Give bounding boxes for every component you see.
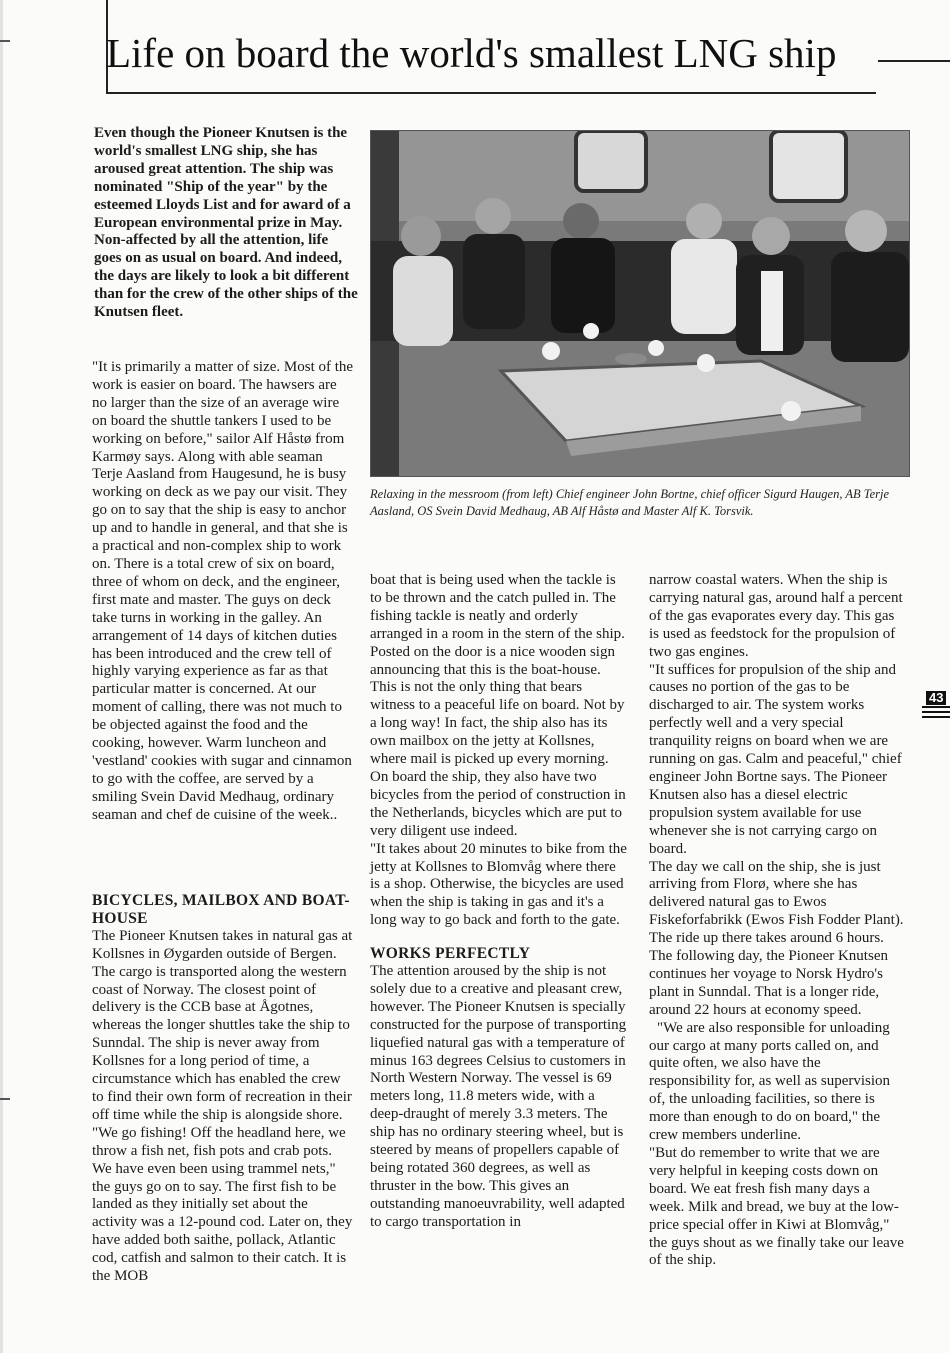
column-1-intro: "It is primarily a matter of size. Most of the work is easier on board. The hawsers are no larger than the size of an average wire on board the shuttle tankers I used to be working on before," sailor Alf Håstø from Karmøy says. Along with able seaman Terje Aasland from Haugesund, he is busy working on deck as we pay our visit. They go on to say that the ship is easy to anchor up and to handle in general, and that she is a practical and non-complex ship to work on. There is a total crew of six on board, three of whom on deck, and the engineer, first mate and master. The guys on deck take turns in working in the galley. An arrangement of 14 days of kitchen duties has been introduced and the crew tell of highly varying experience as far as that particular matter is concerned. At our moment of calling, there was not much to be objected against the food and the cooking, however. Warm luncheon and 'vestland' cookies with sugar and cinnamon to go with the coffee, are served by a smiling Svein David Medhaug, ordinary seaman and chef de cuisine of the week.. <box>92 359 354 823</box>
messroom-photo <box>370 130 910 477</box>
page-number: 43 <box>926 691 946 705</box>
column-1-bottom <box>92 892 354 1286</box>
lede-text: Even though the Pioneer Knutsen is the world's smallest LNG ship, she has aroused great attention. The ship was nominated "Ship of the year" by the esteemed Lloyds List and for award of a European environmental prize in May. Non-affected by all the attention, life goes on as usual on board. And indeed, the days are likely to look a bit different than for the crew of the other ships of the Knutsen fleet. <box>94 125 358 321</box>
column-1-body-1: The Pioneer Knutsen takes in natural gas at Kollsnes in Øygarden outside of Bergen. The cargo is transported along the western coast of Norway. The closest point of delivery is the CCB base at Ågotnes, whereas the longer shuttles take the ship to Sunndal. The ship is never away from Kollsnes for a long period of time, a circumstance which has enabled the crew to find their own form of recreation in their off time while the ship is alongside shore. <box>92 927 353 1123</box>
section-heading-works-perfectly: WORKS PERFECTLY <box>370 945 531 963</box>
photo-caption: Relaxing in the messroom (from left) Chief engineer John Bortne, chief officer Sigurd Haugen, AB Terje Aasland, OS Svein David Medhaug, AB Alf Håstø and Master Alf K. Torsvik. <box>370 487 890 518</box>
margin-tick <box>0 40 10 42</box>
page-badge-line <box>922 716 950 718</box>
column-3-body-2: "It suffices for propulsion of the ship and causes no portion of the gas to be discharged to air. The system works perfectly well and a very special tranquility reigns on board when we are running on gas. Calm and peaceful," chief engineer John Bortne says. The Pioneer Knutsen also has a diesel electric propulsion system available for use whenever she is not carrying cargo on board. <box>649 661 902 857</box>
column-2-body-4: The attention aroused by the ship is not solely due to a creative and pleasant crew, however. The Pioneer Knutsen is specially constructed for the purpose of transporting liquefied natural gas with a temperature of minus 163 degrees Celsius to customers in North Western Norway. The vessel is 69 meters long, 11.8 meters wide, with a deep-draught of merely 3.3 meters. The ship has no ordinary steering wheel, but is steered by means of propellers capable of being rotated 360 degrees, as well as thruster in the bow. This gives an outstanding manoeuvrability, well adapted to cargo transportation in <box>370 963 627 1230</box>
lede-paragraph <box>94 125 359 322</box>
page-badge-line <box>922 711 950 713</box>
column-3-body-1: narrow coastal waters. When the ship is carrying natural gas, around half a percent of the gas evaporates every day. This gas is used as feedstock for the propulsion of two gas engines. <box>649 572 903 660</box>
column-2 <box>370 572 628 1232</box>
page-gutter-shadow <box>0 0 3 1353</box>
column-2-body-3: "It takes about 20 minutes to bike from the jetty at Kollsnes to Blomvåg where there is a shop. Otherwise, the bicycles are used when the ship is taking in gas and it's a long way to go back and forth to the gate. <box>370 840 627 929</box>
column-3 <box>649 572 904 1270</box>
column-2-body-2: This is not the only thing that bears witness to a peaceful life on board. Not by a long way! In fact, the ship also has its own mailbox on the jetty at Kollsnes, where mail is picked up every morning. On board the ship, they also have two bicycles from the period of construction in the Netherlands, bicycles which are put to very diligent use indeed. <box>370 679 626 839</box>
margin-tick <box>0 1098 10 1100</box>
column-1-top <box>92 359 354 825</box>
page-badge-line <box>922 706 950 708</box>
column-2-body-1: boat that is being used when the tackle is to be thrown and the catch pulled in. The fishing tackle is neatly and orderly arranged in a room in the stern of the ship. Posted on the door is a nice wooden sign announcing that this is the boat-house. <box>370 572 625 678</box>
article-title: Life on board the world's smallest LNG ship <box>106 30 837 76</box>
column-1-body-2: "We go fishing! Off the headland here, we throw a fish net, fish pots and crab pots. We have even been using trammel nets," the guys go on to say. The first fish to be landed as they initially set about the activity was a 12-pound cod. Later on, they have added both saithe, pollack, Atlantic cod, catfish and salmon to their catch. It is the MOB <box>92 1124 353 1285</box>
column-3-body-5: "But do remember to write that we are very helpful in keeping costs down on board. We eat fresh fish many days a week. Milk and bread, we buy at the low-price special offer in Kiwi at Blomvåg," the guys shout as we finally take our leave of the ship. <box>649 1145 904 1269</box>
column-3-body-3: The day we call on the ship, she is just arriving from Florø, where she has delivered natural gas to Ewos Fiskeforfabrikk (Ewos Fish Fodder Plant). The ride up there takes around 6 hours. The following day, the Pioneer Knutsen continues her voyage to Norsk Hydro's plant in Sunndal. That is a longer ride, around 22 hours at economy speed. <box>649 858 904 1018</box>
column-3-body-4: "We are also responsible for unloading our cargo at many ports called on, and quite often, we also have the responsibility for, as well as supervision of, the unloading facilities, so there is more than enough to do on board," the crew members underline. <box>649 1019 891 1144</box>
section-heading-bicycles: BICYCLES, MAILBOX AND BOAT-HOUSE <box>92 892 350 927</box>
title-rule <box>878 60 950 62</box>
